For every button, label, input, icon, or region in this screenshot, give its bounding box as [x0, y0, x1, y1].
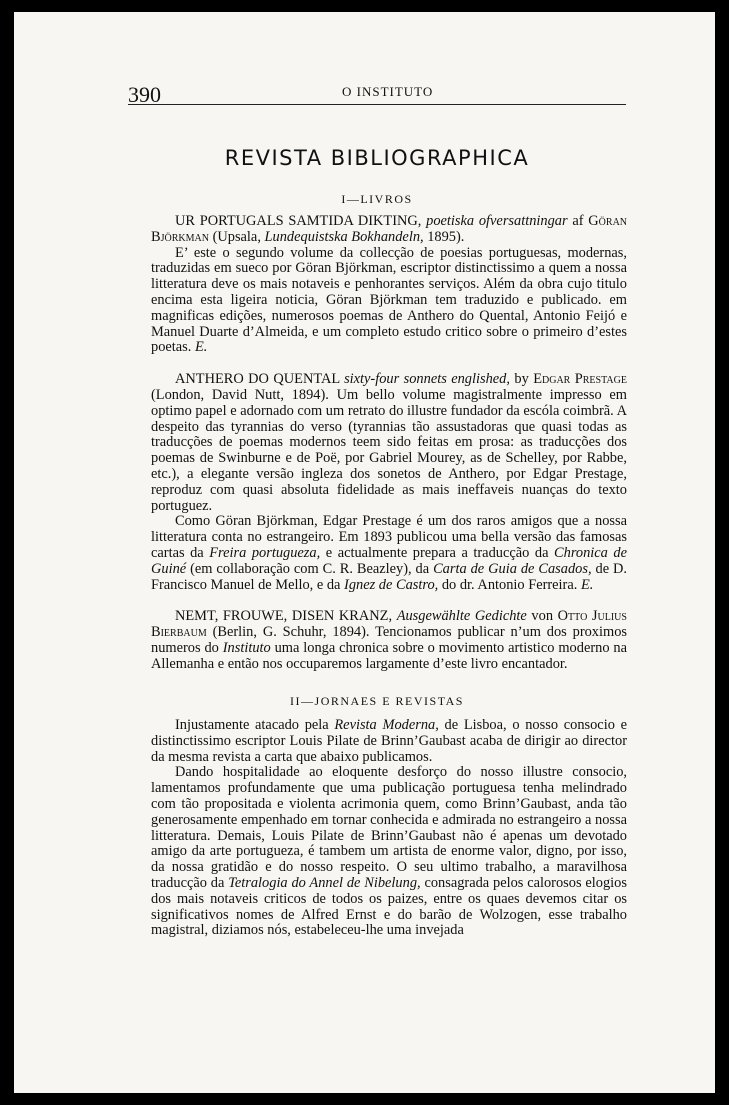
- running-title: O INSTITUTO: [342, 84, 434, 99]
- heading-jornaes: II—JORNAES E REVISTAS: [290, 694, 464, 708]
- entry-title-2: ANTHERO DO QUENTAL sixty-four sonnets englished, by Edgar Prestage (London, David Nutt, 1894). Um bello volume magistralmente impresso em optimo papel e adornado com um retrato do illustre fundador da escóla coimbrã. A despeito das tyrannias do verso (tyrannias tão assustadoras que quasi todas as traducções de poemas modernos teem sido feitas em prosa: as traducções dos poemas de Swinburne e de Poë, por Gabriel Mourey, as de Schelley, por Rabbe, etc.), a elegante versão ingleza dos sonetos de Anthero, por Edgar Prestage, reproduz com quasi absoluta fidelidade as mais ineffaveis nuanças do texto portuguez.: [151, 371, 627, 514]
- page-header: [128, 74, 626, 105]
- heading-livros: I—LIVROS: [341, 192, 413, 206]
- journal-para-1: Injustamente atacado pela Revista Moderna, de Lisboa, o nosso consocio e distinctissimo escriptor Louis Pilate de Brinn’Gaubast acaba de dirigir ao director da mesma revista a carta que abaixo publicamos.: [151, 717, 627, 765]
- entry-title-1: UR PORTUGALS SAMTIDA DIKTING, poetiska ofversattningar af Göran Björkman (Upsala, Lundequistska Bokhandeln, 1895).: [151, 213, 628, 245]
- entry-body-1: E’ este o segundo volume da collecção de poesias portuguesas, modernas, traduzidas em sueco por Göran Björkman, escriptor distinctissimo a quem a nossa litteratura deve os mais notaveis e penhorantes serviços. Além da obra cujo titulo encima esta ligeira noticia, Göran Björkman tem traduzido e publicado. em magnificas edições, numerosos poemas de Anthero do Quental, Antonio Feijó e Manuel Duarte d’Almeida, e um completo estudo critico sobre o primeiro d’estes poetas. E.: [151, 244, 627, 356]
- journals-section: [151, 718, 627, 939]
- books-section: [151, 214, 627, 673]
- page-number: 390: [128, 82, 161, 107]
- journal-para-2: Dando hospitalidade ao eloquente desforço do nosso illustre consocio, lamentamos profundamente que uma publicação portuguesa tenha melindrado com tão propositada e violenta acrimonia quem, como Brinn’Gaubast, anda tão generosamente empenhado em tornar conhecida e admirada no estrangeiro a nossa litteratura. Demais, Louis Pilate de Brinn’Gaubast não é apenas um devotado amigo da arte portugueza, é tambem um artista de enorme valor, digno, por isso, da nossa gratidão e do nosso respeito. O seu ultimo trabalho, a maravilhosa traducção da Tetralogia do Annel de Nibelung, consagrada pelos calorosos elogios dos mais notaveis criticos de todos os paizes, entre os quaes devemos citar os significativos nomes de Alfred Ernst e do barão de Wolzogen, esse trabalho magistral, diziamos nós, estabeleceu-lhe uma invejada: [151, 764, 627, 939]
- entry-title-3: NEMT, FROUWE, DISEN KRANZ, Ausgewählte Gedichte von Otto Julius Bierbaum (Berlin, G. Schuhr, 1894). Tencionamos publicar n’um dos proximos numeros do Instituto uma longa chronica sobre o movimento artistico moderno na Allemanha e então nos occuparemos largamente d’este livro encantador.: [151, 608, 627, 672]
- section-title: REVISTA BIBLIOGRAPHICA: [224, 146, 530, 170]
- entry-body-2: Como Göran Björkman, Edgar Prestage é um dos raros amigos que a nossa litteratura conta no estrangeiro. Em 1893 publicou uma bella versão das famosas cartas da Freira portugueza, e actualmente prepara a traducção da Chronica de Guiné (em collaboração com C. R. Beazley), da Carta de Guia de Casados, de D. Francisco Manuel de Mello, e da Ignez de Castro, do dr. Antonio Ferreira. E.: [151, 513, 628, 593]
